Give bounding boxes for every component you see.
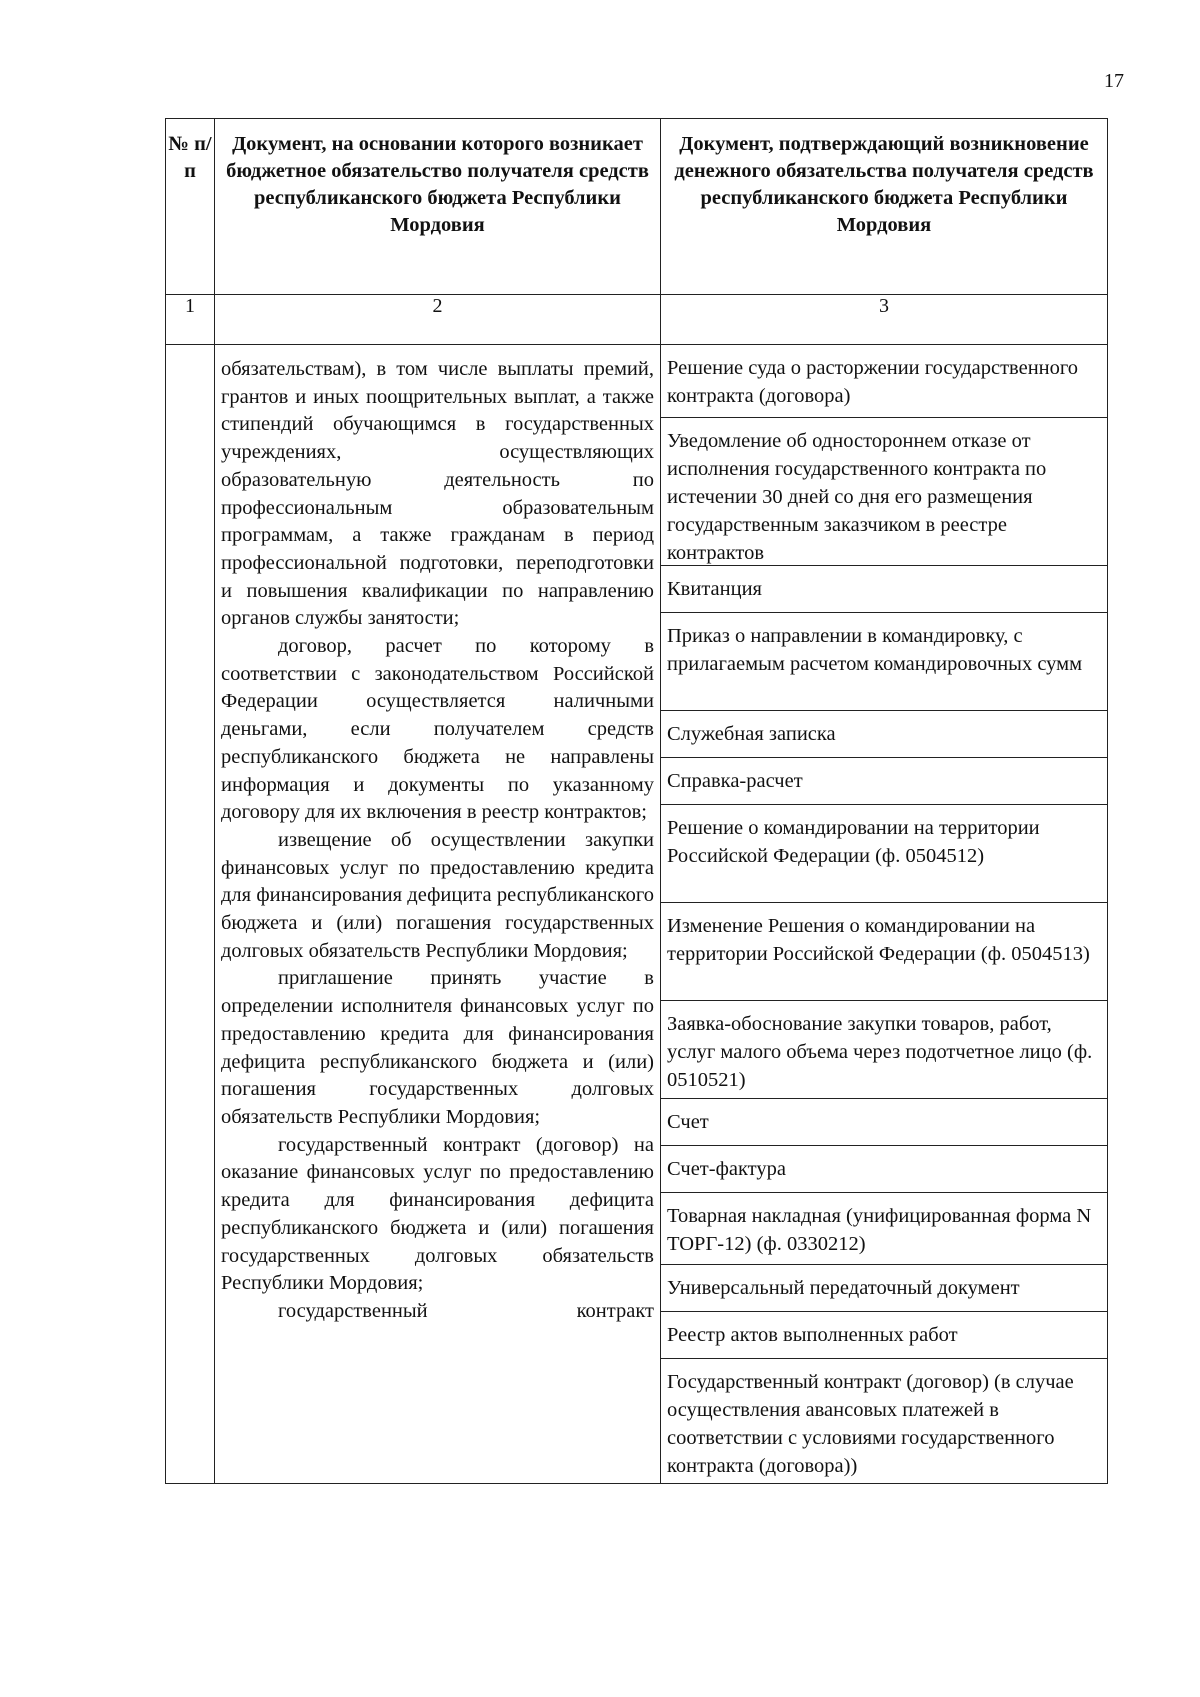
row-number-cell: [166, 345, 215, 1484]
header-number: № п/п: [166, 119, 215, 295]
paragraph: государственный контракт (договор) на оказание финансовых услуг по предоставлению кредита для финансирования дефицита республиканского бюджета и (или) погашения государственных долговых обязательств Республики Мордовия;: [221, 1133, 654, 1295]
list-item: Заявка-обоснование закупки товаров, работ, услуг малого объема через подотчетное лицо (ф. 0510521): [661, 1001, 1107, 1099]
list-item: Решение о командировании на территории Российской Федерации (ф. 0504512): [661, 805, 1107, 903]
column-number: 2: [215, 295, 661, 345]
table-header-row: [166, 119, 1108, 295]
list-item: Счет: [661, 1099, 1107, 1146]
column-number-row: [166, 295, 1108, 345]
list-item: Квитанция: [661, 566, 1107, 613]
column-number: 1: [166, 295, 215, 345]
column-number: 3: [661, 295, 1108, 345]
table-row: [166, 345, 1108, 1484]
budget-obligation-cell: [215, 345, 661, 1484]
paragraph: договор, расчет по которому в соответствии с законодательством Российской Федерации осуществляется наличными деньгами, если получателем средств республиканского бюджета не направлены информация и документы по указанному договору для их включения в реестр контрактов;: [221, 635, 654, 824]
paragraph: приглашение принять участие в определении исполнителя финансовых услуг по предоставлению кредита для финансирования дефицита республиканского бюджета и (или) погашения государственных долговых обязательств Республики Мордовия;: [221, 967, 654, 1128]
list-item: Изменение Решения о командировании на территории Российской Федерации (ф. 0504513): [661, 903, 1107, 1001]
header-monetary-obligation-document: Документ, подтверждающий возникновение денежного обязательства получателя средств республиканского бюджета Республики Мордовия: [661, 119, 1108, 295]
monetary-obligation-cell: [661, 345, 1108, 1484]
document-table: [165, 118, 1108, 1484]
header-budget-obligation-document: Документ, на основании которого возникает бюджетное обязательство получателя средств республиканского бюджета Республики Мордовия: [215, 119, 661, 295]
list-item: Служебная записка: [661, 711, 1107, 758]
list-item: Реестр актов выполненных работ: [661, 1312, 1107, 1359]
list-item: Товарная накладная (унифицированная форма N ТОРГ-12) (ф. 0330212): [661, 1193, 1107, 1265]
paragraph: государственный контракт: [278, 1299, 654, 1322]
paragraph: извещение об осуществлении закупки финансовых услуг по предоставлению кредита для финансирования дефицита республиканского бюджета и (или) погашения государственных долговых обязательств Республики Мордовия;: [221, 828, 654, 962]
list-item: Универсальный передаточный документ: [661, 1265, 1107, 1312]
monetary-obligation-list: [661, 345, 1107, 1483]
list-item: Решение суда о расторжении государственного контракта (договора): [661, 345, 1107, 418]
list-item: Счет-фактура: [661, 1146, 1107, 1193]
list-item: Справка-расчет: [661, 758, 1107, 805]
paragraph: обязательствам), в том числе выплаты премий, грантов и иных поощрительных выплат, а также стипендий обучающимся в государственных учреждениях, осуществляющих образовательную деятельность по профессиональным образовательным программам, а также гражданам в период профессиональной подготовки, переподготовки и повышения квалификации по направлению органов службы занятости;: [221, 358, 654, 630]
list-item: Государственный контракт (договор) (в случае осуществления авансовых платежей в соответствии с условиями государственного контракта (договора)): [667, 1371, 1074, 1477]
list-item: Приказ о направлении в командировку, с прилагаемым расчетом командировочных сумм: [661, 613, 1107, 711]
list-item: Уведомление об одностороннем отказе от исполнения государственного контракта по истечении 30 дней со дня его размещения государственным заказчиком в реестре контрактов: [661, 418, 1107, 566]
page-number: 17: [1104, 70, 1124, 92]
